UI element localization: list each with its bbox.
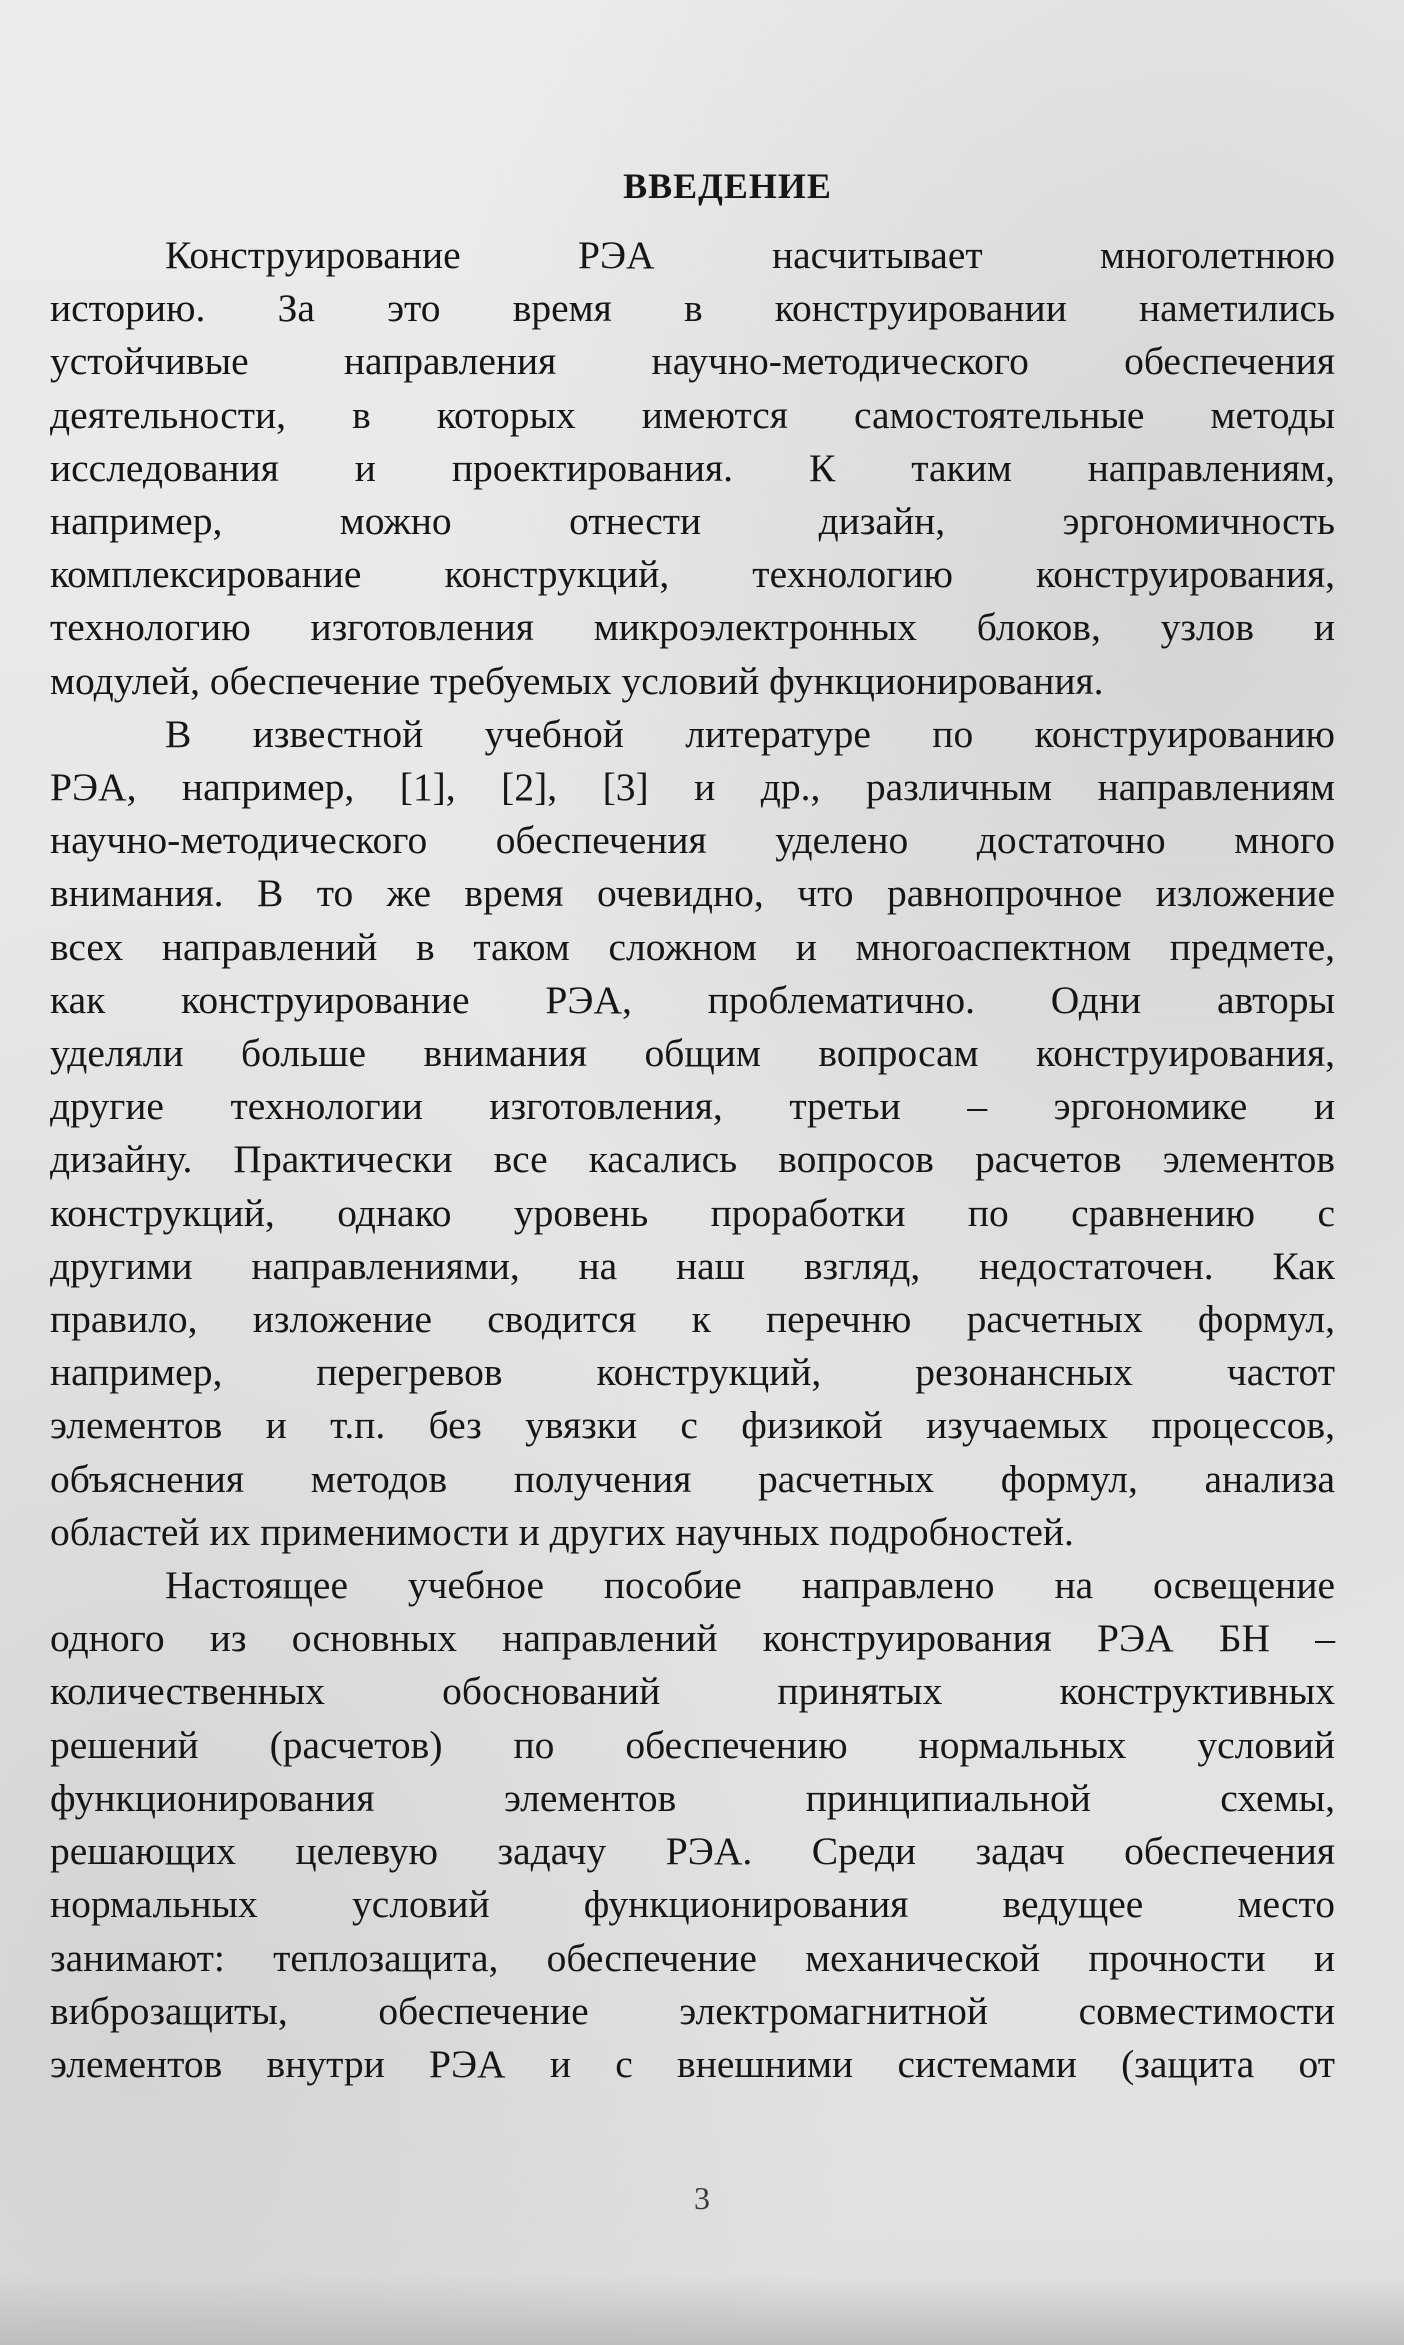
text-line: В известной учебной литературе по конструированию [165, 711, 1335, 756]
text-line: элементов и т.п. без увязки с физикой изучаемых процессов, [50, 1403, 1335, 1448]
text-line: например, можно отнести дизайн, эргономичность [50, 499, 1335, 544]
text-line: одного из основных направлений конструирования РЭА БН – [50, 1616, 1335, 1661]
text-line: Конструирование РЭА насчитывает многолетнюю [165, 233, 1335, 277]
text-line: как конструирование РЭА, проблематично. Одни авторы [50, 977, 1335, 1022]
text-line: технологию изготовления микроэлектронных блоков, узлов и [50, 605, 1335, 650]
text-line: дизайну. Практически все касались вопросов расчетов элементов [50, 1137, 1335, 1182]
text-line: решений (расчетов) по обеспечению нормальных условий [50, 1722, 1335, 1767]
text-line: конструкций, однако уровень проработки по сравнению с [50, 1190, 1335, 1235]
text-line: РЭА, например, [1], [2], [3] и др., различным направлениям [50, 765, 1335, 810]
text-line: деятельности, в которых имеются самостоятельные методы [50, 392, 1335, 437]
text-line: например, перегревов конструкций, резонансных частот [50, 1350, 1335, 1395]
text-line: другими направлениями, на наш взгляд, недостаточен. Как [50, 1243, 1335, 1288]
paragraph-2 [50, 708, 1335, 1559]
text-line: другие технологии изготовления, третьи – эргономике и [50, 1084, 1335, 1129]
text-line: количественных обоснований принятых конструктивных [50, 1669, 1335, 1714]
text-line: виброзащиты, обеспечение электромагнитной совместимости [50, 1988, 1335, 2033]
section-heading: ВВЕДЕНИЕ [623, 166, 832, 206]
paragraph-3 [50, 1559, 1335, 2091]
page-content [50, 165, 1335, 2091]
text-line: комплексирование конструкций, технологию конструирования, [50, 552, 1335, 597]
page-number: 3 [694, 2180, 710, 2216]
text-line: уделяли больше внимания общим вопросам конструирования, [50, 1031, 1335, 1076]
text-line: модулей, обеспечение требуемых условий функционирования. [50, 658, 1104, 703]
text-line: объяснения методов получения расчетных формул, анализа [50, 1456, 1335, 1501]
text-line: занимают: теплозащита, обеспечение механической прочности и [50, 1935, 1335, 1980]
paragraph-1 [50, 229, 1335, 708]
text-line: устойчивые направления научно-методического обеспечения [50, 339, 1335, 384]
text-line: функционирования элементов принципиальной схемы, [50, 1775, 1335, 1820]
text-line: исследования и проектирования. К таким направлениям, [50, 445, 1335, 490]
text-line: решающих целевую задачу РЭА. Среди задач обеспечения [50, 1829, 1335, 1874]
text-line: историю. За это время в конструировании наметились [50, 286, 1335, 331]
text-line: научно-методического обеспечения уделено достаточно много [50, 818, 1335, 863]
text-line: элементов внутри РЭА и с внешними системами (защита от [50, 2041, 1335, 2086]
text-line: областей их применимости и других научных подробностей. [50, 1509, 1074, 1554]
text-line: внимания. В то же время очевидно, что равнопрочное изложение [50, 871, 1335, 916]
text-line: Настоящее учебное пособие направлено на освещение [165, 1563, 1335, 1608]
text-line: нормальных условий функционирования ведущее место [50, 1882, 1335, 1927]
text-line: правило, изложение сводится к перечню расчетных формул, [50, 1297, 1335, 1342]
text-line: всех направлений в таком сложном и многоаспектном предмете, [50, 924, 1335, 969]
